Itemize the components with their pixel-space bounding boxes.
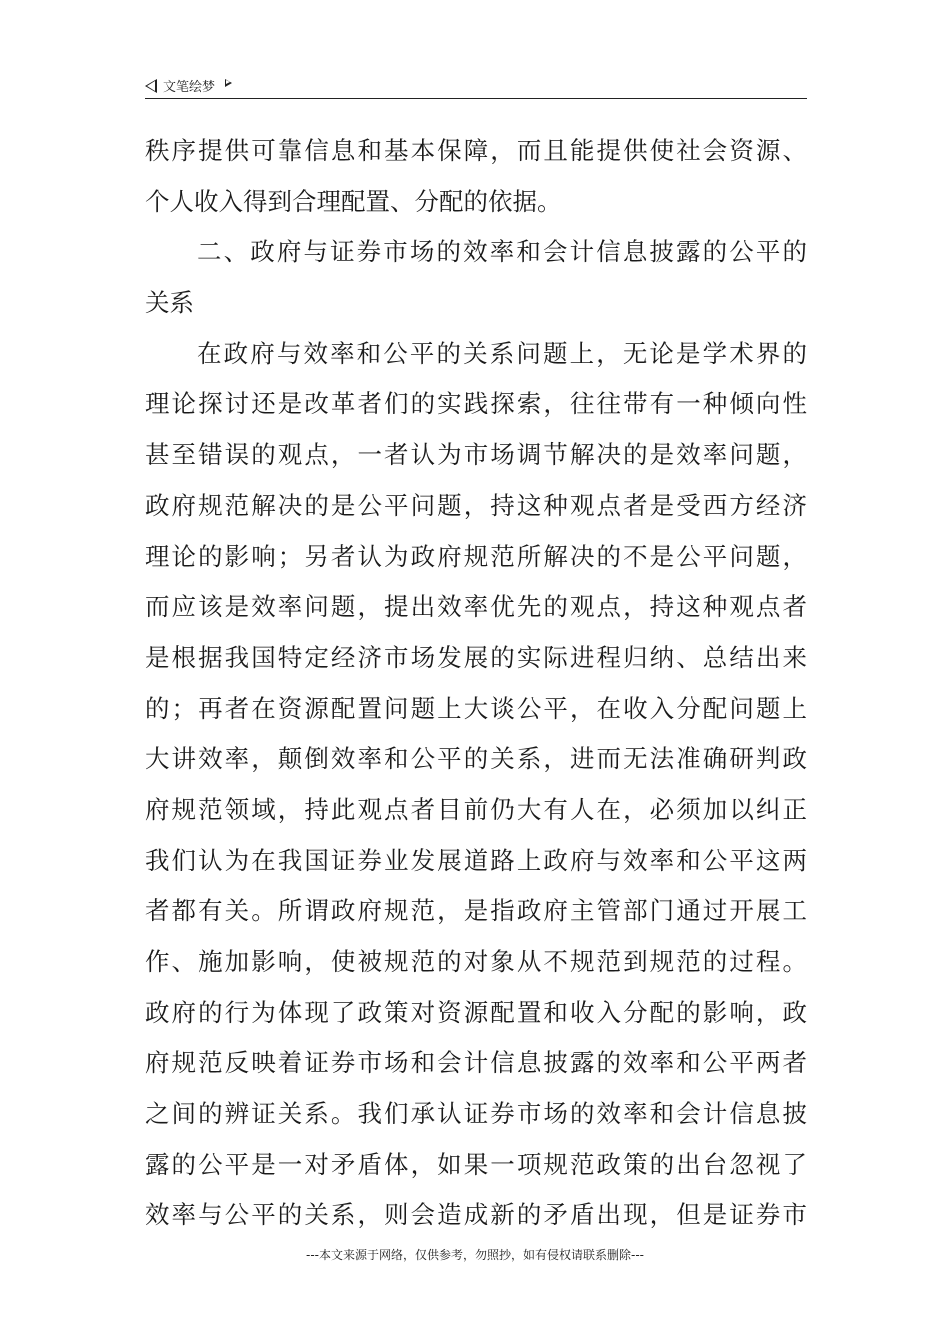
page-footer: ---本文来源于网络，仅供参考，勿照抄，如有侵权请联系删除--- bbox=[306, 1248, 644, 1262]
text-line: 大讲效率，颠倒效率和公平的关系，进而无法准确研判政 bbox=[145, 744, 807, 774]
text-line: 者都有关。所谓政府规范，是指政府主管部门通过开展工 bbox=[145, 896, 807, 926]
text-line: 是根据我国特定经济市场发展的实际进程归纳、总结出来 bbox=[145, 642, 807, 672]
text-line: 理论的影响；另者认为政府规范所解决的不是公平问题， bbox=[145, 541, 807, 571]
text-line: 政府规范解决的是公平问题，持这种观点者是受西方经济 bbox=[145, 490, 807, 520]
text-line: 甚至错误的观点，一者认为市场调节解决的是效率问题， bbox=[145, 440, 807, 470]
text-line: 理论探讨还是改革者们的实践探索，往往带有一种倾向性 bbox=[145, 389, 807, 419]
text-line: 作、施加影响，使被规范的对象从不规范到规范的过程。 bbox=[145, 947, 807, 976]
text-line: 二、政府与证券市场的效率和会计信息披露的公平的 bbox=[197, 237, 807, 267]
document-body bbox=[145, 126, 807, 1241]
text-line: 而应该是效率问题，提出效率优先的观点，持这种观点者 bbox=[145, 592, 807, 622]
text-line: 我们认为在我国证券业发展道路上政府与效率和公平这两 bbox=[145, 845, 807, 875]
triangle-left-icon bbox=[145, 79, 157, 93]
page-header bbox=[145, 72, 807, 99]
header-brand bbox=[145, 76, 232, 95]
header-title: 文笔绘梦 bbox=[163, 80, 216, 95]
triangle-right-icon bbox=[225, 79, 232, 87]
text-line: 秩序提供可靠信息和基本保障，而且能提供使社会资源、 bbox=[145, 136, 807, 165]
text-line: 效率与公平的关系，则会造成新的矛盾出现，但是证券市 bbox=[145, 1200, 807, 1230]
text-line: 关系 bbox=[145, 288, 194, 318]
text-line: 的；再者在资源配置问题上大谈公平，在收入分配问题上 bbox=[145, 693, 807, 723]
text-line: 府规范领域，持此观点者目前仍大有人在，必须加以纠正 bbox=[145, 794, 807, 824]
text-line: 府规范反映着证券市场和会计信息披露的效率和公平两者 bbox=[145, 1048, 807, 1078]
text-line: 之间的辨证关系。我们承认证券市场的效率和会计信息披 bbox=[145, 1099, 807, 1129]
text-line: 在政府与效率和公平的关系问题上，无论是学术界的 bbox=[197, 338, 807, 368]
text-line: 政府的行为体现了政策对资源配置和收入分配的影响，政 bbox=[145, 997, 807, 1027]
text-line: 个人收入得到合理配置、分配的依据。 bbox=[145, 186, 562, 216]
text-line: 露的公平是一对矛盾体，如果一项规范政策的出台忽视了 bbox=[145, 1149, 807, 1179]
